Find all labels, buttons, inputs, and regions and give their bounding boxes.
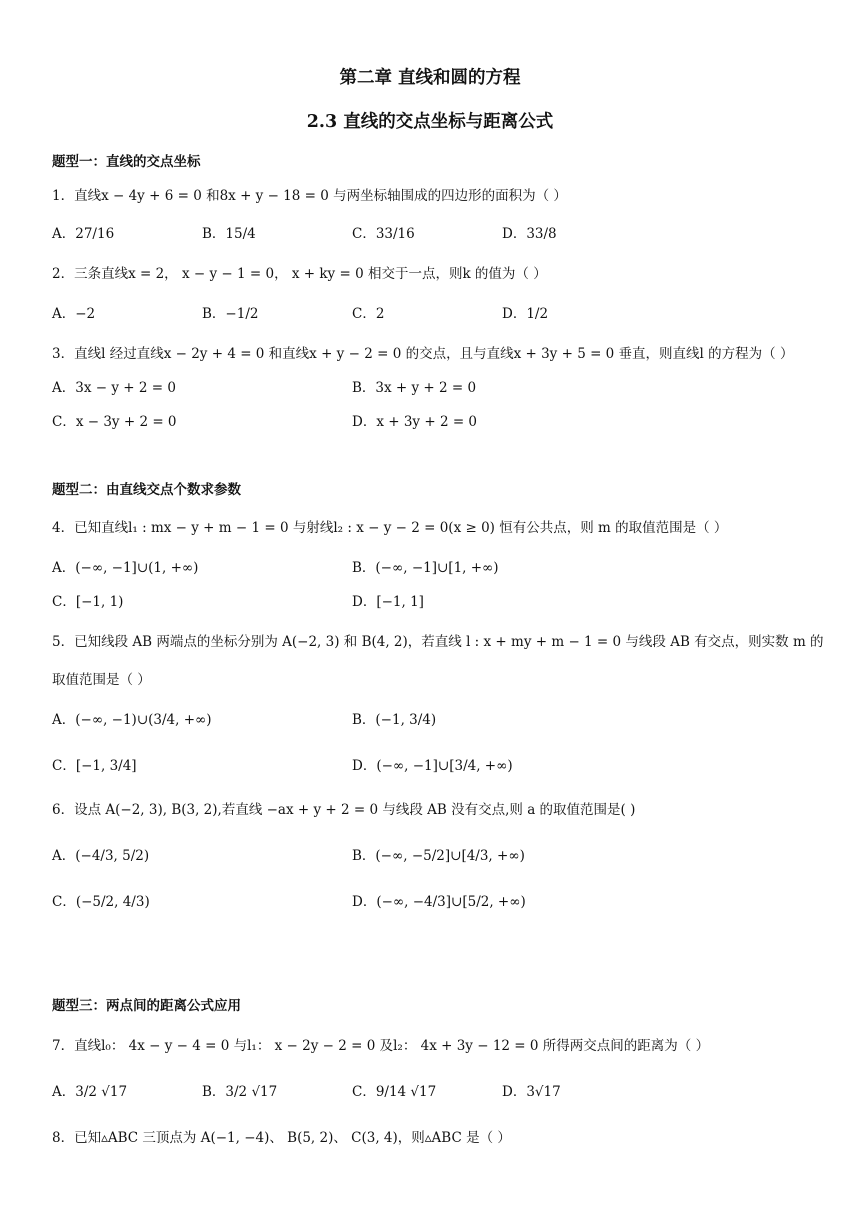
question-6-option-b: B．(−∞, −5/2]∪[4/3, +∞): [352, 848, 525, 864]
question-7-option-a: A．3/2 √17: [52, 1084, 128, 1100]
section-heading-2: 题型二：由直线交点个数求参数: [52, 482, 241, 498]
question-4-stem: 4．已知直线l₁ : mx − y + m − 1 = 0 与射线l₂ : x − y − 2 = 0(x ≥ 0) 恒有公共点，则 m 的取值范围是（ ）: [52, 520, 728, 536]
chapter-title: 第二章 直线和圆的方程: [339, 68, 521, 88]
question-5-option-b: B．(−1, 3/4): [352, 712, 437, 728]
question-4-option-d: D．[−1, 1]: [352, 594, 424, 610]
question-5-option-d: D．(−∞, −1]∪[3/4, +∞): [352, 758, 513, 774]
question-3-option-c: C．x − 3y + 2 = 0: [52, 414, 177, 430]
question-7-option-c: C．9/14 √17: [352, 1084, 437, 1100]
question-2-option-d: D．1/2: [502, 306, 549, 322]
question-6-stem: 6．设点 A(−2, 3), B(3, 2),若直线 −ax + y + 2 = 0 与线段 AB 没有交点,则 a 的取值范围是( ): [52, 802, 636, 818]
question-4-option-c: C．[−1, 1): [52, 594, 124, 610]
question-1-option-a: A．27/16: [52, 226, 115, 242]
question-1-option-d: D．33/8: [502, 226, 557, 242]
question-3-option-d: D．x + 3y + 2 = 0: [352, 414, 478, 430]
question-8-stem: 8．已知▵ABC 三顶点为 A(−1, −4)、 B(5, 2)、 C(3, 4)，则▵ABC 是（ ）: [52, 1130, 511, 1146]
question-6-option-c: C．(−5/2, 4/3): [52, 894, 150, 910]
question-2-stem: 2．三条直线x = 2， x − y − 1 = 0， x + ky = 0 相交于一点，则k 的值为（ ）: [52, 266, 547, 282]
question-3-option-a: A．3x − y + 2 = 0: [52, 380, 176, 396]
section-heading-1: 题型一：直线的交点坐标: [52, 154, 201, 170]
question-3-option-b: B．3x + y + 2 = 0: [352, 380, 477, 396]
question-5-stem: 5．已知线段 AB 两端点的坐标分别为 A(−2, 3) 和 B(4, 2)，若直线 l : x + my + m − 1 = 0 与线段 AB 有交点，则实数 m 的: [52, 634, 824, 650]
question-5-option-c: C．[−1, 3/4]: [52, 758, 137, 774]
question-2-option-a: A．−2: [52, 306, 96, 322]
question-5-option-a: A．(−∞, −1)∪(3/4, +∞): [52, 712, 212, 728]
question-3-stem: 3．直线l 经过直线x − 2y + 4 = 0 和直线x + y − 2 = 0 的交点，且与直线x + 3y + 5 = 0 垂直，则直线l 的方程为（ ）: [52, 346, 794, 362]
question-7-option-b: B．3/2 √17: [202, 1084, 278, 1100]
question-6-option-d: D．(−∞, −4/3]∪[5/2, +∞): [352, 894, 526, 910]
section-heading-3: 题型三：两点间的距离公式应用: [52, 998, 241, 1014]
question-4-option-a: A．(−∞, −1]∪(1, +∞): [52, 560, 199, 576]
question-7-stem: 7．直线l₀： 4x − y − 4 = 0 与l₁： x − 2y − 2 = 0 及l₂： 4x + 3y − 12 = 0 所得两交点间的距离为（ ）: [52, 1038, 710, 1054]
question-5-stem-continued: 取值范围是（ ）: [52, 672, 151, 688]
question-7-option-d: D．3√17: [502, 1084, 561, 1100]
section-title: 2.3 直线的交点坐标与距离公式: [306, 112, 554, 132]
question-1-stem: 1．直线x − 4y + 6 = 0 和8x + y − 18 = 0 与两坐标轴围成的四边形的面积为（ ）: [52, 188, 567, 204]
question-2-option-b: B．−1/2: [202, 306, 259, 322]
question-1-option-c: C．33/16: [352, 226, 415, 242]
question-6-option-a: A．(−4/3, 5/2): [52, 848, 150, 864]
question-4-option-b: B．(−∞, −1]∪[1, +∞): [352, 560, 499, 576]
question-2-option-c: C．2: [352, 306, 385, 322]
question-1-option-b: B．15/4: [202, 226, 256, 242]
